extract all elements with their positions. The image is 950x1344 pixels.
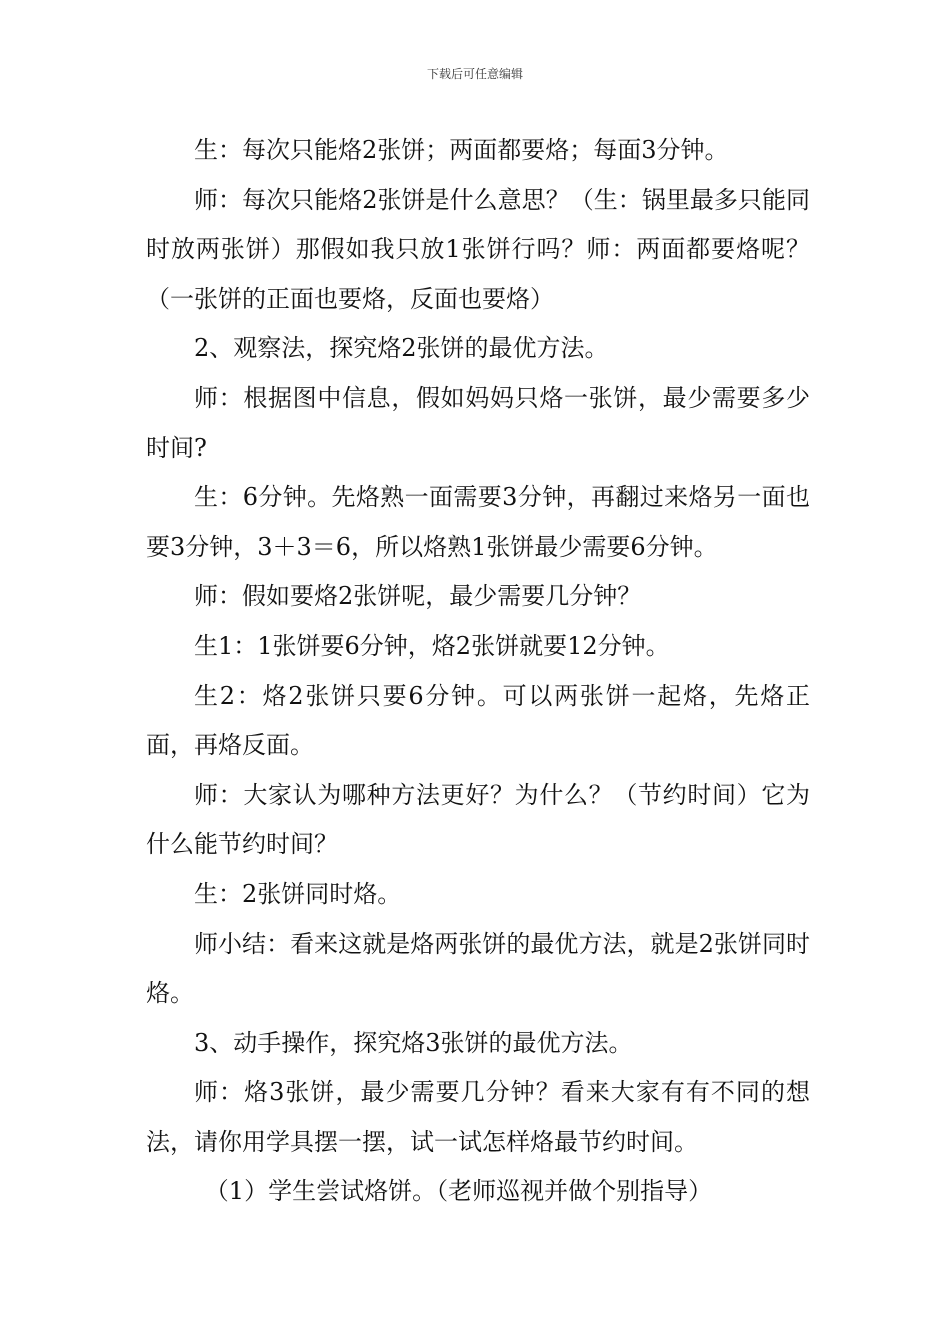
- page-header: 下载后可任意编辑: [426, 67, 523, 81]
- paragraph: 生：6分钟。先烙熟一面需要3分钟，再翻过来烙另一面也要3分钟，3＋3＝6，所以烙熟1张饼最少需要6分钟。: [146, 483, 810, 561]
- paragraph: 生2：烙2张饼只要6分钟。可以两张饼一起烙，先烙正面，再烙反面。: [146, 681, 810, 760]
- paragraph: （1）学生尝试烙饼。（老师巡视并做个别指导）: [204, 1177, 713, 1206]
- paragraph: 生：每次只能烙2张饼；两面都要烙；每面3分钟。: [194, 136, 729, 164]
- paragraph: 师：每次只能烙2张饼是什么意思？（生：锅里最多只能同时放两张饼）那假如我只放1张饼行吗？师：两面都要烙呢？（一张饼的正面也要烙，反面也要烙）: [146, 185, 810, 313]
- paragraph: 师：烙3张饼，最少需要几分钟？看来大家有有不同的想法，请你用学具摆一摆，试一试怎样烙最节约时间。: [146, 1078, 810, 1156]
- paragraph: 师：假如要烙2张饼呢，最少需要几分钟？: [194, 582, 642, 611]
- paragraph: 师小结：看来这就是烙两张饼的最优方法，就是2张饼同时烙。: [146, 929, 810, 1008]
- paragraph: 师：大家认为哪种方法更好？为什么？（节约时间）它为什么能节约时间？: [146, 780, 810, 859]
- paragraph: 3、动手操作，探究烙3张饼的最优方法。: [194, 1028, 633, 1057]
- paragraph: 生1：1张饼要6分钟，烙2张饼就要12分钟。: [194, 631, 670, 660]
- document-body: [146, 126, 810, 1217]
- paragraph: 2、观察法，探究烙2张饼的最优方法。: [194, 334, 609, 363]
- paragraph: 师：根据图中信息，假如妈妈只烙一张饼，最少需要多少时间?: [146, 383, 810, 462]
- paragraph: 生：2张饼同时烙。: [194, 879, 402, 908]
